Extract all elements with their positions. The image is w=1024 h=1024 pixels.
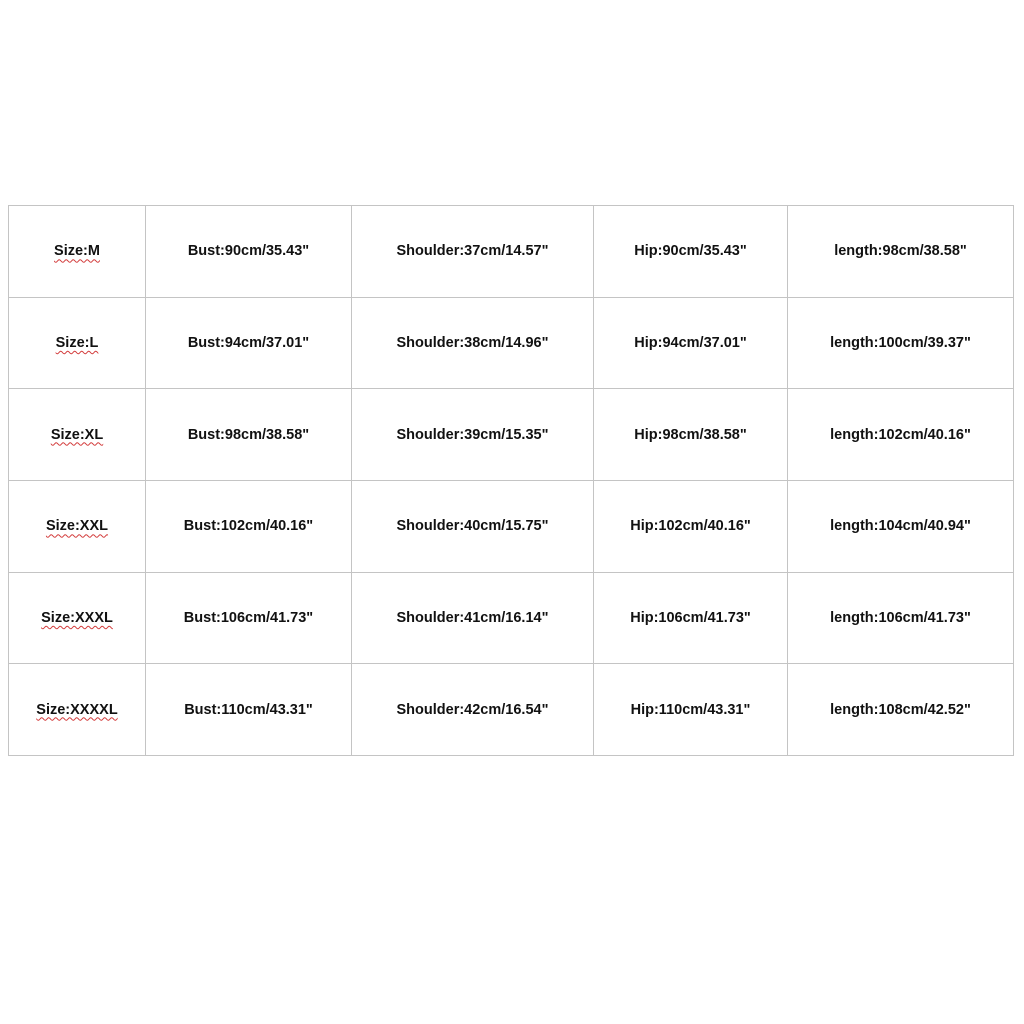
bust-cell: Bust:94cm/37.01" (146, 297, 352, 389)
length-cell: length:108cm/42.52" (788, 664, 1014, 756)
size-cell (9, 206, 146, 298)
table-row (9, 206, 1014, 298)
size-label: Size:XXL (45, 518, 109, 535)
bust-cell: Bust:106cm/41.73" (146, 572, 352, 664)
size-cell (9, 572, 146, 664)
size-cell (9, 480, 146, 572)
length-cell: length:98cm/38.58" (788, 206, 1014, 298)
bust-cell: Bust:98cm/38.58" (146, 389, 352, 481)
size-chart-table (8, 205, 1014, 756)
shoulder-cell: Shoulder:38cm/14.96" (352, 297, 594, 389)
shoulder-cell: Shoulder:37cm/14.57" (352, 206, 594, 298)
table-row (9, 297, 1014, 389)
hip-cell: Hip:102cm/40.16" (594, 480, 788, 572)
hip-cell: Hip:106cm/41.73" (594, 572, 788, 664)
length-cell: length:100cm/39.37" (788, 297, 1014, 389)
bust-cell: Bust:110cm/43.31" (146, 664, 352, 756)
size-cell (9, 664, 146, 756)
table-row (9, 389, 1014, 481)
bust-cell: Bust:90cm/35.43" (146, 206, 352, 298)
table-row (9, 572, 1014, 664)
length-cell: length:104cm/40.94" (788, 480, 1014, 572)
hip-cell: Hip:94cm/37.01" (594, 297, 788, 389)
bust-cell: Bust:102cm/40.16" (146, 480, 352, 572)
size-label: Size:L (55, 334, 99, 351)
shoulder-cell: Shoulder:41cm/16.14" (352, 572, 594, 664)
hip-cell: Hip:98cm/38.58" (594, 389, 788, 481)
table-row (9, 664, 1014, 756)
length-cell: length:102cm/40.16" (788, 389, 1014, 481)
shoulder-cell: Shoulder:42cm/16.54" (352, 664, 594, 756)
table-row (9, 480, 1014, 572)
size-label: Size:XXXL (41, 609, 113, 626)
size-label: Size:XXXXL (36, 701, 118, 718)
hip-cell: Hip:110cm/43.31" (594, 664, 788, 756)
size-cell (9, 297, 146, 389)
hip-cell: Hip:90cm/35.43" (594, 206, 788, 298)
length-cell: length:106cm/41.73" (788, 572, 1014, 664)
shoulder-cell: Shoulder:39cm/15.35" (352, 389, 594, 481)
size-label: Size:M (54, 243, 100, 260)
size-label: Size:XL (50, 426, 104, 443)
size-cell (9, 389, 146, 481)
shoulder-cell: Shoulder:40cm/15.75" (352, 480, 594, 572)
